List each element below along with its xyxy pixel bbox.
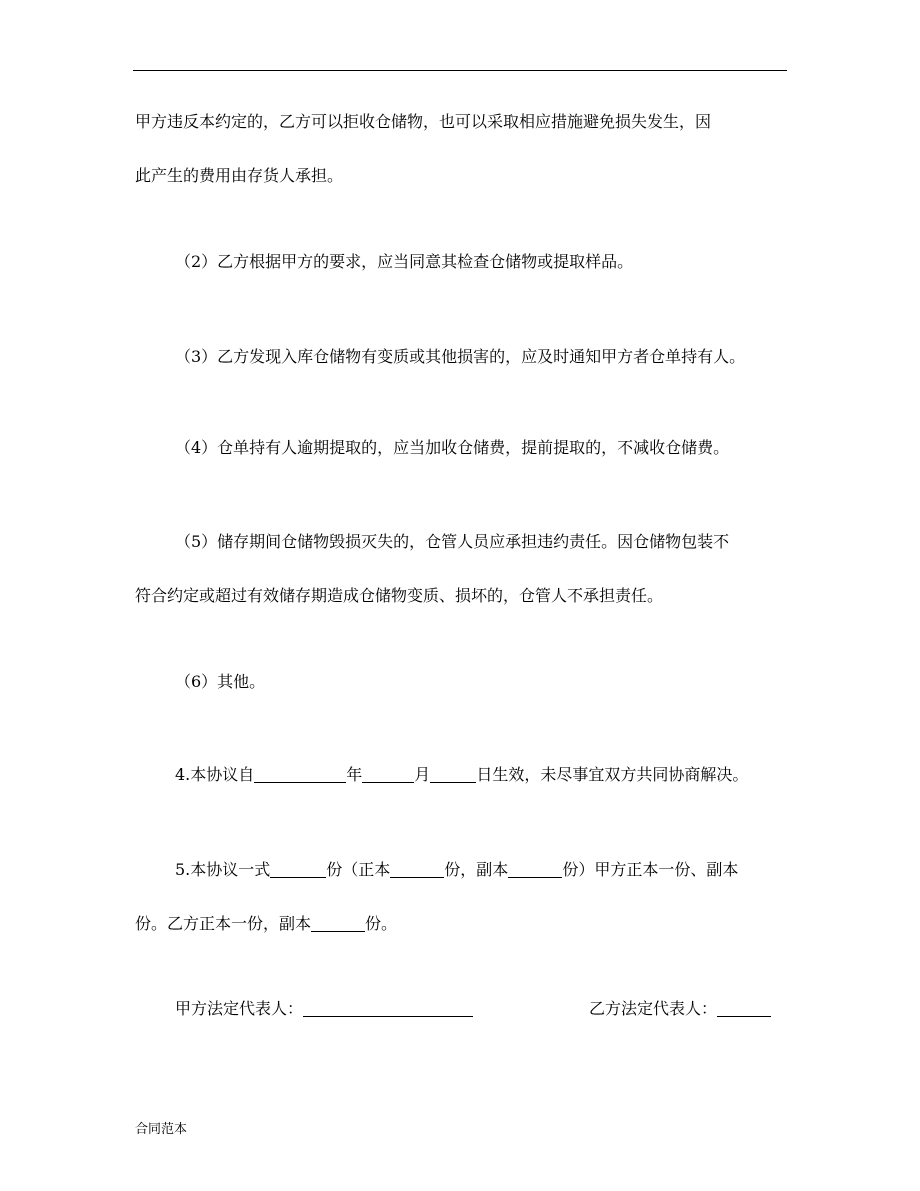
- header-rule: [133, 70, 787, 71]
- clause-4-prefix: 4.本协议自: [175, 765, 255, 784]
- copies-blank: [270, 859, 326, 878]
- clause-4-suffix: 日生效，未尽事宜双方共同协商解决。: [476, 765, 749, 784]
- clause-item-6-text: （6）其他。: [175, 672, 266, 691]
- party-b-representative-label: 乙方法定代表人：: [589, 999, 718, 1018]
- party-b-duplicate-blank: [311, 913, 365, 932]
- party-a-signature-blank: [303, 998, 473, 1017]
- clause-5-original-label: 份，副本: [444, 860, 509, 879]
- signature-row: [135, 988, 790, 1028]
- clause-5-line-1: [135, 843, 790, 897]
- clause-5-line-2-end: 份。: [365, 914, 398, 933]
- day-blank: [430, 764, 476, 783]
- clause-5-line-2: [135, 897, 790, 951]
- clause-item-2-text: （2）乙方根据甲方的要求，应当同意其检查仓储物或提取样品。: [175, 252, 634, 271]
- party-b-signature: [589, 996, 771, 1019]
- clause-4-year-label: 年: [346, 765, 363, 784]
- paragraph-breach-line-2: 此产生的费用由存货人承担。: [135, 166, 344, 185]
- clause-4-line: [175, 748, 830, 802]
- clause-5-prefix: 5.本协议一式: [175, 860, 271, 879]
- clause-5-line-2-start: 份。乙方正本一份，副本: [135, 914, 312, 933]
- duplicate-blank: [508, 859, 562, 878]
- party-a-representative-label: 甲方法定代表人：: [175, 999, 304, 1018]
- clause-item-2: [135, 235, 830, 289]
- paragraph-breach-line-1: 甲方违反本约定的，乙方可以拒收仓储物，也可以采取相应措施避免损失发生，因: [135, 112, 712, 131]
- clause-item-5-line-2: 符合约定或超过有效储存期造成仓储物变质、损坏的，仓管人不承担责任。: [135, 586, 664, 605]
- paragraph-breach: [135, 95, 790, 203]
- clause-item-5-line-1: （5）储存期间仓储物毁损灭失的，仓管人员应承担违约责任。因仓储物包装不: [175, 532, 730, 551]
- party-a-signature: [175, 996, 473, 1019]
- clause-5-duplicate-label: 份）甲方正本一份、副本: [562, 860, 739, 879]
- clause-item-4-text: （4）仓单持有人逾期提取的，应当加收仓储费，提前提取的，不减收仓储费。: [175, 438, 730, 457]
- clause-5-copies-label: 份（正本: [326, 860, 391, 879]
- clause-item-5: [135, 515, 790, 623]
- year-blank: [254, 764, 346, 783]
- clause-item-3: [135, 330, 830, 384]
- clause-item-6: [135, 655, 830, 709]
- month-blank: [362, 764, 414, 783]
- clause-item-3-text: （3）乙方发现入库仓储物有变质或其他损害的，应及时通知甲方者仓单持有人。: [175, 347, 746, 366]
- original-blank: [390, 859, 444, 878]
- clause-4-month-label: 月: [414, 765, 431, 784]
- clause-4-effective-date: [135, 748, 830, 802]
- footer-label: 合同范本: [135, 1122, 188, 1137]
- party-b-signature-blank: [717, 998, 771, 1017]
- clause-item-4: [135, 421, 830, 475]
- clause-5-copies: [135, 843, 790, 951]
